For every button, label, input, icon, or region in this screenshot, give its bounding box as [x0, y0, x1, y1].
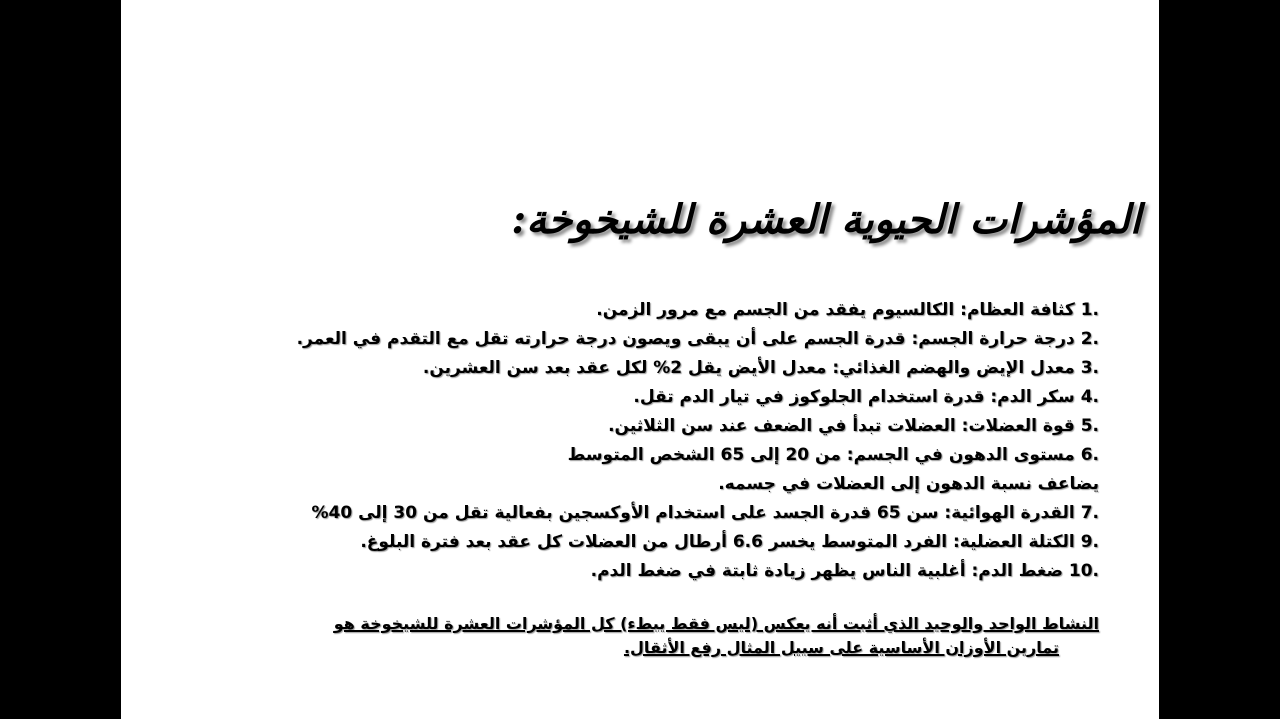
list-item-text: .1 كثافة العظام: الكالسيوم يفقد من الجسم مع مرور الزمن. — [596, 300, 1099, 320]
list-item-text: .4 سكر الدم: قدرة استخدام الجلوكوز في تيار الدم تقل. — [633, 387, 1099, 407]
list-item-text: .6 مستوى الدهون في الجسم: من 20 إلى 65 الشخص المتوسط — [567, 445, 1099, 465]
list-item — [339, 383, 1099, 412]
footer-note — [309, 612, 1099, 660]
slide-title: المؤشرات الحيوية العشرة للشيخوخة: — [511, 196, 1141, 243]
footer-line-1: النشاط الواحد والوحيد الذي أثبت أنه يعكس (ليس فقط يبطء) كل المؤشرات العشرة للشيخوخة هو — [333, 614, 1099, 633]
indicator-list — [296, 296, 1099, 586]
list-item — [339, 528, 1099, 557]
list-item-text: .10 ضغط الدم: أغلبية الناس يظهر زيادة ثابتة في ضغط الدم. — [590, 561, 1099, 581]
list-item — [311, 499, 1099, 528]
list-item — [339, 296, 1099, 325]
list-item-continuation: يضاعف نسبة الدهون إلى العضلات في جسمه. — [718, 474, 1099, 494]
list-item-text: .3 معدل الإيض والهضم الغذائي: معدل الأيض يقل 2% لكل عقد بعد سن العشرين. — [422, 358, 1099, 378]
list-item — [339, 412, 1099, 441]
list-item-text: .9 الكتلة العضلية: الفرد المتوسط يخسر 6.6 أرطال من العضلات كل عقد بعد فترة البلوغ. — [360, 532, 1099, 552]
list-item-text: .7 القدرة الهوائية: سن 65 قدرة الجسد على استخدام الأوكسجين بفعالية تقل من 30 إلى 40% — [311, 503, 1099, 523]
list-item — [339, 354, 1099, 383]
list-item — [339, 441, 1099, 499]
list-item-text: .2 درجة حرارة الجسم: قدرة الجسم على أن يبقى ويصون درجة حرارته تقل مع التقدم في العمر. — [296, 329, 1099, 349]
list-item — [296, 325, 1099, 354]
list-item — [339, 557, 1099, 586]
footer-line-2: تمارين الأوزان الأساسية على سبيل المثال رفع الأثقال. — [623, 638, 1059, 657]
slide-page — [121, 0, 1159, 719]
list-item-text: .5 قوة العضلات: العضلات تبدأ في الضعف عند سن الثلاثين. — [608, 416, 1099, 436]
